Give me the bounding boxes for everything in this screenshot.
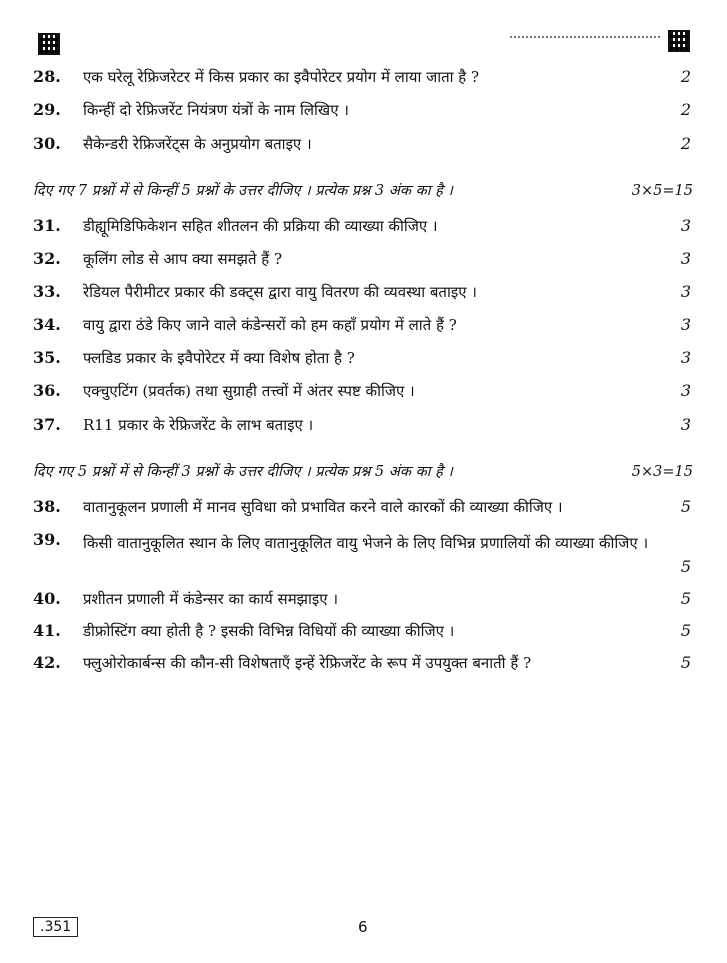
question-text: वायु द्वारा ठंडे किए जाने वाले कंडेन्सरों को हम कहाँ प्रयोग में लाते हैं ?: [83, 316, 457, 334]
question-marks: 3: [680, 282, 691, 301]
question-number: 28.: [33, 67, 61, 86]
question-text: किन्हीं दो रेफ्रिजरेंट नियंत्रण यंत्रों के नाम लिखिए ।: [83, 101, 349, 119]
question-text: किसी वातानुकूलित स्थान के लिए वातानुकूलित वायु भेजने के लिए विभिन्न प्रणालियों की व्याख्या कीजिए ।: [83, 534, 649, 552]
question-marks: 3: [680, 249, 691, 268]
question-number: 41.: [33, 621, 61, 640]
question-number: 42.: [33, 653, 61, 672]
question-text: R11 प्रकार के रेफ्रिजरेंट के लाभ बताइए ।: [83, 416, 314, 434]
question-marks: 2: [680, 134, 691, 153]
question-text: कूलिंग लोड से आप क्या समझते हैं ?: [83, 250, 283, 268]
header-line: [510, 36, 660, 38]
question-marks: 5: [680, 653, 691, 672]
question-marks: 3: [680, 415, 691, 434]
question-number: 39.: [33, 530, 61, 549]
question-number: 35.: [33, 348, 61, 367]
section-instruction: [33, 181, 693, 201]
section-instruction-text: दिए गए 5 प्रश्नों में से किन्हीं 3 प्रश्नों के उत्तर दीजिए । प्रत्येक प्रश्न 5 अंक का है ।: [33, 464, 453, 480]
question-number: 29.: [33, 100, 61, 119]
marks-scheme: 5×3=15: [631, 464, 693, 480]
question-marks: 3: [680, 348, 691, 367]
question-marks: 5: [680, 621, 691, 640]
question-text: डीफ्रोस्टिंग क्या होती है ? इसकी विभिन्न विधियों की व्याख्या कीजिए ।: [83, 622, 455, 640]
question-text: फ्लडिड प्रकार के इवैपोरेटर में क्या विशेष होता है ?: [83, 349, 355, 367]
page-number: 6: [358, 918, 368, 936]
question-marks: 5: [680, 589, 691, 608]
question-number: 31.: [33, 216, 61, 235]
question-marks: 5: [680, 497, 691, 516]
section-instruction: [33, 462, 693, 482]
question-number: 37.: [33, 415, 61, 434]
marks-scheme: 3×5=15: [631, 183, 693, 199]
question-number: 32.: [33, 249, 61, 268]
question-text: एक घरेलू रेफ्रिजरेटर में किस प्रकार का इवैपोरेटर प्रयोग में लाया जाता है ?: [83, 68, 480, 86]
qr-code-icon: [38, 33, 60, 55]
question-number: 40.: [33, 589, 61, 608]
question-text: प्रशीतन प्रणाली में कंडेन्सर का कार्य समझाइए ।: [83, 590, 339, 608]
question-text: वातानुकूलन प्रणाली में मानव सुविधा को प्रभावित करने वाले कारकों की व्याख्या कीजिए ।: [83, 498, 563, 516]
question-text: डीह्यूमिडिफिकेशन सहित शीतलन की प्रक्रिया की व्याख्या कीजिए ।: [83, 217, 438, 235]
question-marks: 2: [680, 100, 691, 119]
question-number: 38.: [33, 497, 61, 516]
section-instruction-text: दिए गए 7 प्रश्नों में से किन्हीं 5 प्रश्नों के उत्तर दीजिए । प्रत्येक प्रश्न 3 अंक का है ।: [33, 183, 453, 199]
question-text: एक्चुएटिंग (प्रवर्तक) तथा सुग्राही तत्त्वों में अंतर स्पष्ट कीजिए ।: [83, 382, 415, 400]
question-number: 30.: [33, 134, 61, 153]
question-number: 33.: [33, 282, 61, 301]
question-text: रेडियल पैरीमीटर प्रकार की डक्ट्स द्वारा वायु वितरण की व्यवस्था बताइए ।: [83, 283, 477, 301]
question-text: सैकेन्डरी रेफ्रिजरेंट्स के अनुप्रयोग बताइए ।: [83, 135, 312, 153]
question-marks: 3: [680, 381, 691, 400]
question-marks: 5: [680, 557, 691, 576]
question-marks: 3: [680, 216, 691, 235]
question-marks: 3: [680, 315, 691, 334]
qr-code-icon: [668, 30, 690, 52]
question-marks: 2: [680, 67, 691, 86]
question-text: फ्लुओरोकार्बन्स की कौन-सी विशेषताएँ इन्हें रेफ्रिजरेंट के रूप में उपयुक्त बनाती हैं ?: [83, 654, 532, 672]
question-number: 34.: [33, 315, 61, 334]
question-number: 36.: [33, 381, 61, 400]
paper-code: .351: [33, 917, 78, 937]
